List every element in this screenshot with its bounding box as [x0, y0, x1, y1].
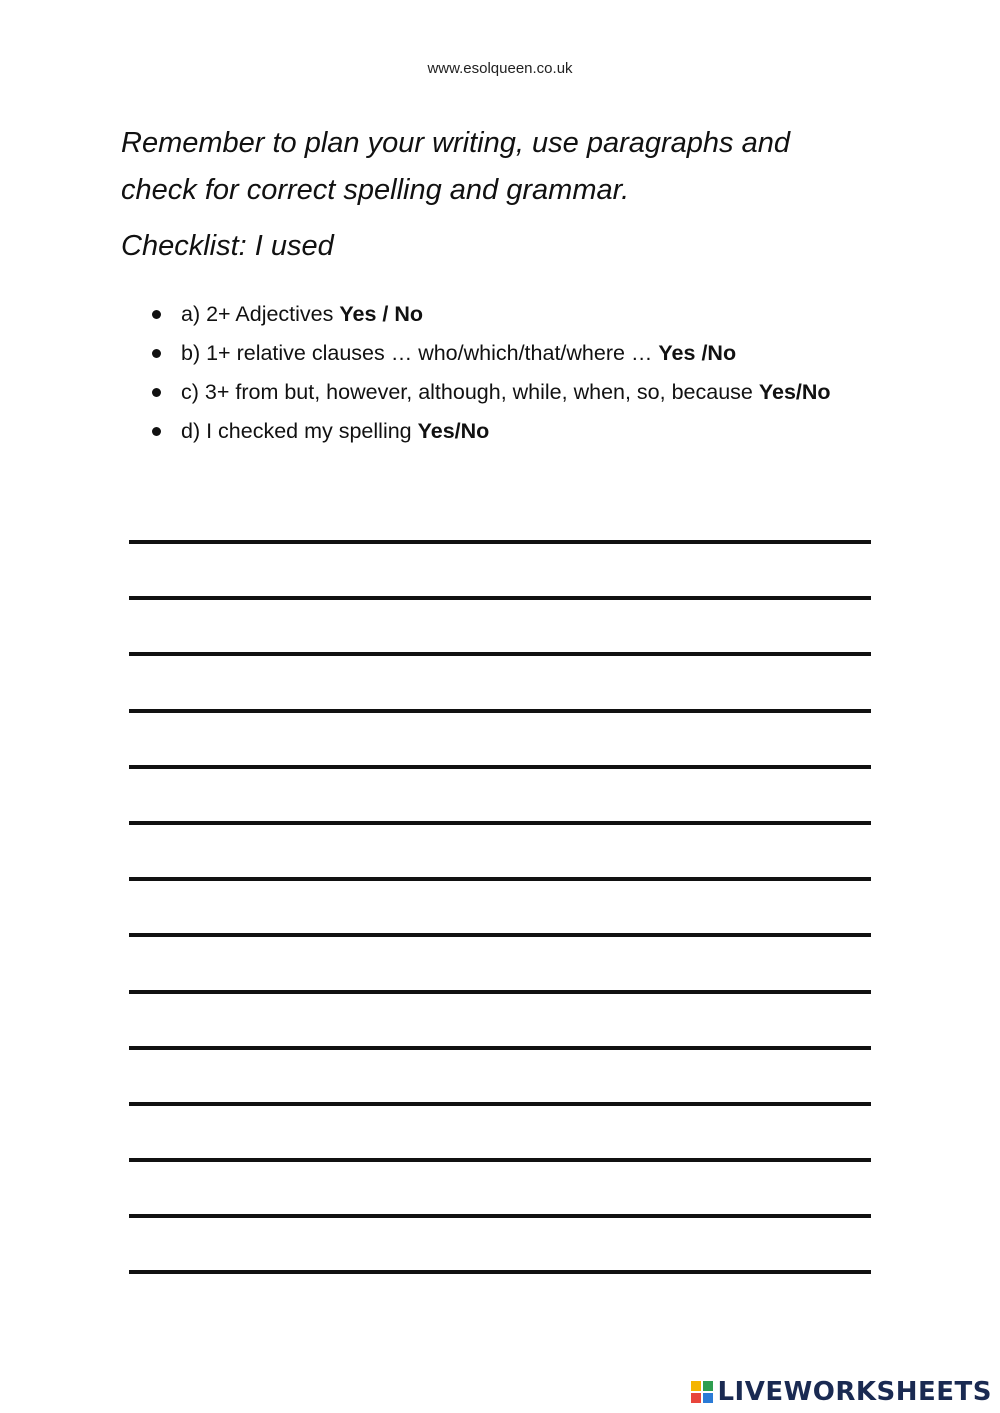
logo-square — [691, 1393, 701, 1403]
checklist-item-text: d) I checked my spelling — [181, 419, 418, 443]
yes-no-answer: Yes /No — [658, 341, 737, 365]
writing-line[interactable] — [129, 1046, 871, 1050]
writing-line[interactable] — [129, 933, 871, 937]
checklist-item-b — [150, 335, 870, 372]
checklist-item-c — [150, 374, 870, 411]
logo-square — [703, 1381, 713, 1391]
logo-square — [691, 1381, 701, 1391]
intro-line-2: check for correct spelling and grammar. — [121, 174, 630, 206]
checklist-heading: Checklist: I used — [121, 230, 334, 262]
bullet-icon — [152, 310, 161, 319]
checklist-item-text: b) 1+ relative clauses … who/which/that/where … — [181, 341, 659, 365]
writing-line[interactable] — [129, 540, 871, 544]
site-url: www.esolqueen.co.uk — [427, 60, 573, 77]
writing-line[interactable] — [129, 765, 871, 769]
checklist-item-text: c) 3+ from but, however, although, while, when, so, because — [181, 380, 759, 404]
writing-line[interactable] — [129, 1214, 871, 1218]
yes-no-answer: Yes/No — [417, 419, 490, 443]
intro-line-1: Remember to plan your writing, use paragraphs and — [121, 127, 790, 159]
yes-no-answer: Yes/No — [758, 380, 831, 404]
yes-no-answer: Yes / No — [339, 302, 424, 326]
writing-line[interactable] — [129, 1102, 871, 1106]
checklist-item-a — [150, 296, 870, 333]
writing-line[interactable] — [129, 1158, 871, 1162]
writing-line[interactable] — [129, 596, 871, 600]
checklist — [150, 296, 870, 452]
writing-line[interactable] — [129, 709, 871, 713]
writing-line[interactable] — [129, 990, 871, 994]
checklist-item-d — [150, 413, 870, 450]
logo-square — [703, 1393, 713, 1403]
liveworksheets-logo-icon — [691, 1381, 713, 1403]
writing-line[interactable] — [129, 1270, 871, 1274]
writing-lines — [129, 540, 871, 1327]
bullet-icon — [152, 349, 161, 358]
bullet-icon — [152, 388, 161, 397]
intro-text — [121, 120, 881, 214]
writing-line[interactable] — [129, 652, 871, 656]
checklist-item-text: a) 2+ Adjectives — [181, 302, 340, 326]
writing-line[interactable] — [129, 877, 871, 881]
liveworksheets-logo — [691, 1377, 992, 1407]
writing-line[interactable] — [129, 821, 871, 825]
logo-text: LIVEWORKSHEETS — [717, 1377, 992, 1407]
bullet-icon — [152, 427, 161, 436]
